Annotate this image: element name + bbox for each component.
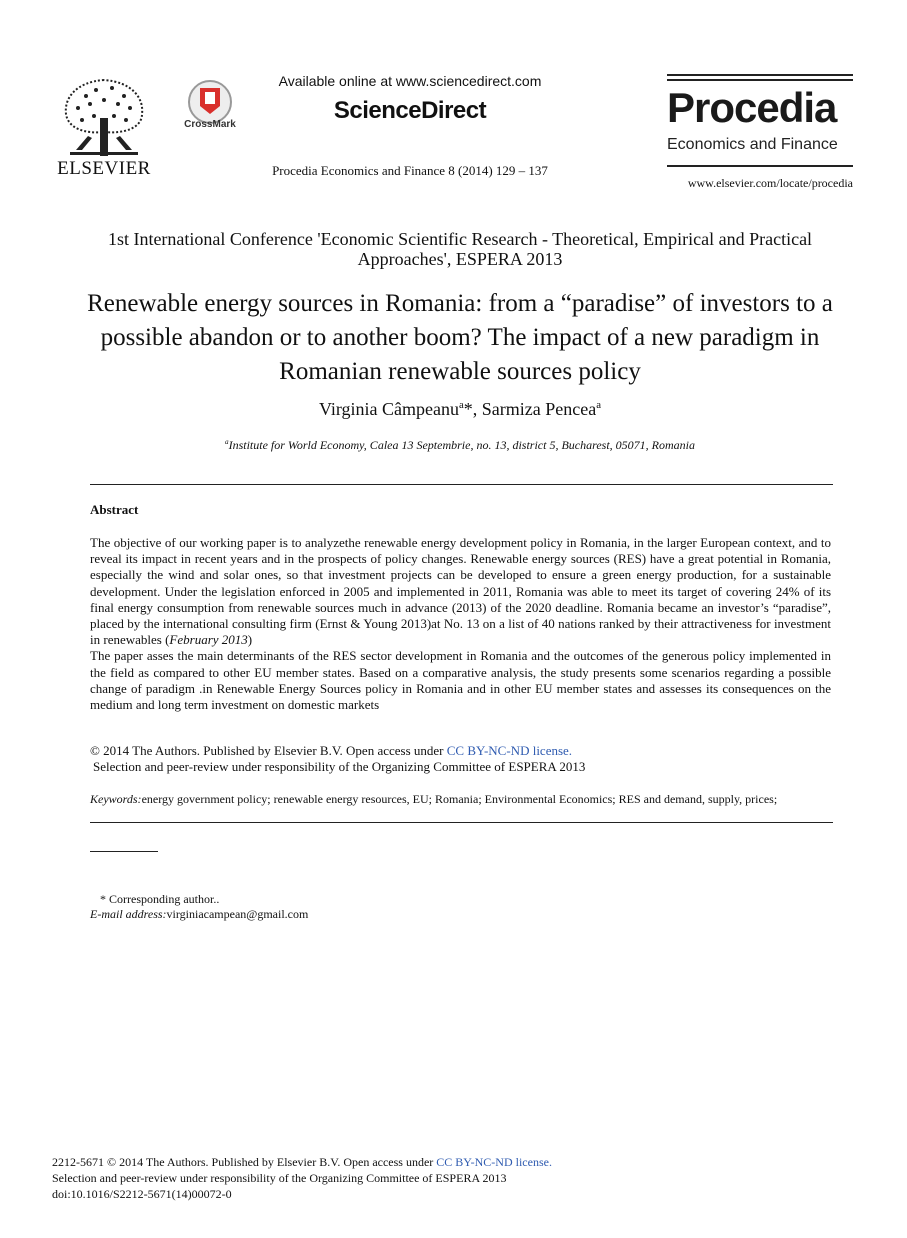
procedia-divider [667,165,853,167]
conference-name: 1st International Conference 'Economic Scientific Research - Theoretical, Empirical and Practical Approaches', ESPERA 2013 [107,229,813,269]
author-name: Sarmiza Pencea [481,399,597,419]
footer-peer-review: Selection and peer-review under responsibility of the Organizing Committee of ESPERA 2013 [52,1171,507,1185]
available-online-text: Available online at www.sciencedirect.com [278,73,542,89]
copyright-block [90,743,831,775]
abstract-text: The objective of our working paper is to analyzethe renewable energy development policy in Romania, in the larger European context, and to reveal its impact in recent years and in the prospects of policy changes. Renewable energy sources (RES) have a great potential in Romania, especially the wind and solar ones, so that investment projects can be developed to ensure a green energy production, for a sustainable development. Under the legislation enforced in 2005 and implemented in 2011, Romania was able to meet its target of covering 24% of its final energy consumption from renewable sources much in advance (2013) of the 2020 deadline. Romania became an investor’s “paradise”, placed by the international consulting firm (Ernst & Young 2013)at No. 13 on a list of 40 nations ranked by their attractiveness for investment in renewables ( [90,535,831,648]
footer-license-link[interactable]: CC BY-NC-ND license. [436,1155,552,1169]
author-separator: , [472,399,482,419]
keywords [90,792,831,807]
abstract-date: February 2013 [169,632,248,648]
affiliation-marker: a [596,399,602,411]
email-note [90,907,308,922]
abstract-heading: Abstract [90,502,139,517]
footer-doi[interactable]: doi:10.1016/S2212-5671(14)00072-0 [52,1187,232,1201]
keywords-text: energy government policy; renewable energy resources, EU; Romania; Environmental Economics; RES and demand, supply, prices; [141,792,778,806]
divider-top [90,484,833,485]
corresponding-marker: * [463,399,473,419]
affiliation-marker: a [225,438,229,446]
author-list [60,399,860,420]
crossmark-label: CrossMark [184,119,236,130]
publisher-name: ELSEVIER [57,158,151,179]
corresponding-author-note: * Corresponding author.. [100,892,220,906]
abstract-body [90,535,831,713]
abstract-paragraph [90,535,831,648]
footer-issn-text: 2212-5671 © 2014 The Authors. Published by Elsevier B.V. Open access under [52,1155,437,1169]
email-label: E-mail address: [90,907,167,921]
paper-title: Renewable energy sources in Romania: from a “paradise” of investors to a possible abandon or to another boom? The impact of a new paradigm in Romanian renewable sources policy [87,290,833,385]
procedia-top-rules [667,74,853,84]
author-name: Virginia Câmpeanu [318,399,459,419]
footnote-rule [90,851,158,852]
procedia-subtitle: Economics and Finance [667,136,838,153]
page-footer [52,1154,552,1202]
divider-bottom [90,822,833,823]
procedia-url-link[interactable]: www.elsevier.com/locate/procedia [687,176,853,190]
abstract-paren: ) [247,632,253,648]
peer-review-note: Selection and peer-review under responsibility of the Organizing Committee of ESPERA 2013 [93,759,586,774]
copyright-text: © 2014 The Authors. Published by Elsevier B.V. Open access under [90,743,447,758]
procedia-title: Procedia [667,84,837,131]
abstract-paragraph: The paper asses the main determinants of the RES sector development in Romania and the outcomes of the generous policy implemented in the field as compared to other EU member states. Based on a comparative analysis, the study presents some scenarios regarding a possible change of paradigm .in Renewable Energy Sources policy in Romania and in other EU member states and assesses its consequences on the medium and long term investment on domestic markets [90,648,831,713]
email-address[interactable]: virginiacampean@gmail.com [166,907,309,921]
sciencedirect-logo: ScienceDirect [333,97,487,124]
license-link[interactable]: CC BY-NC-ND license. [446,743,573,758]
affiliation [60,438,860,453]
journal-reference: Procedia Economics and Finance 8 (2014) 129 – 137 [272,163,548,178]
affiliation-text: Institute for World Economy, Calea 13 Septembrie, no. 13, district 5, Bucharest, 05071, Romania [228,438,695,452]
keywords-label: Keywords: [90,792,142,806]
affiliation-marker: a [459,399,464,411]
